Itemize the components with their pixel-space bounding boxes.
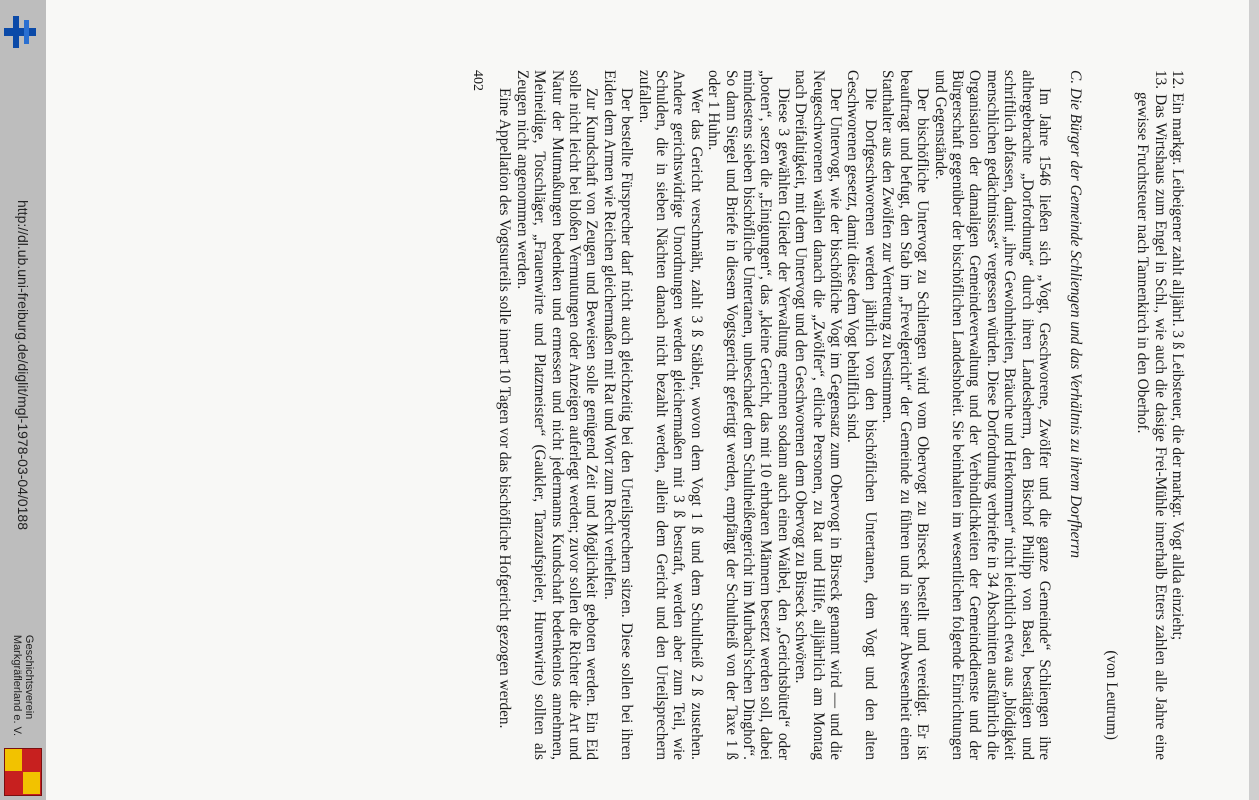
paragraph: Die Dorfgeschworenen werden jährlich von den bischöflichen Untertanen, dem Vogt und den alten Geschworenen gesetzt, damit diese dem Vogt behilflich sind. [844,70,879,760]
list-item-12: 12. Ein markgr. Leibeigener zahlt alljährl. 3 ß Leibsteuer, die der markgr. Vogt allda einzieht; [1169,70,1186,641]
section-heading: C. Die Bürger der Gemeinde Schliengen und das Verhältnis zu ihrem Dorfherrn [1067,70,1085,559]
paragraph: Wer das Gericht verschmäht, zahlt 3 ß Stäbler, wovon dem Vogt 1 ß und dem Schultheiß 2 ß zustehen. Andere gerichtswidrige Unordnungen werden gleichermaßen mit 3 ß bestraft, werden aber zum Teil, wie Schulden, die in sieben Nächten danach nicht bezahlt werden, allein dem Gericht und den Urteilsprechern zufallen. [635,70,705,760]
paragraph: Der bischöfliche Untervogt zu Schliengen wird vom Obervogt zu Birseck bestellt und vereidigt. Er ist beauftragt und befugt, den Stab im „Frevelgericht“ der Gemeinde zu führen und in seiner Abwesenheit einen Statthalter aus den Zwölfen zur Vertretung zu bestimmen. [879,70,932,760]
page-number: 402 [469,70,485,91]
paragraph: Der bestellte Fürsprecher darf nicht auch gleichzeitig bei den Urteilsprechern sitzen. Diese sollen bei ihren Eiden dem Armen wie Reichen gleichermaßen mit Rat und Wort zum Recht verhelfen. [600,70,636,760]
society-crest-icon [4,748,42,796]
left-sidebar [0,0,46,800]
paragraph: Im Jahre 1546 ließen sich „Vogt, Geschworene, Zwölfer und die ganze Gemeinde“ Schliengen ihre althergebrachte „Dorfordnung“ durch ihren Landesherrn, den Bischof Philipp von Basel, bestätigen und schriftlich abfassen, damit „ihre Gewohnheiten, Bräuche und Herkommen“ nicht leichtlich etwa aus „blödigkeit menschlichen gedächtnisses“ vergessen würden. Diese Dorfordnung verbriefte in 34 Abschnitten ausführlich die Organisation der damaligen Gemeindeverwaltung und der Verbindlichkeiten der Gemeindedienste und der Bürgerschaft gegenüber der bischöflichen Landeshoheit. Sie beinhalten im wesentlichen folgende Einrichtungen und Gegenstände. [931,70,1053,760]
signature: (von Leutrum) [1102,650,1120,740]
paragraph: Diese 3 gewählten Glieder der Verwaltung ernennen sodann auch einen Waibel, den „Gerichtsbüttel“ oder „boten“, setzen die „Einigungen“, das „kleine Gericht, das mit 10 ehrbaren Männern besetzt werden soll, dabei mindestens sieben bischöfliche Untertanen, unbeschadet dem Schultheißengericht im Murbach'schen Dinghof“. So dann Siegel und Briefe in diesem Vogtsgericht gefertigt werden, empfängt der Schultheiß von der Taxe 1 ß oder 1 Huhn. [705,70,792,760]
rotated-page-text [176,0,1186,800]
list-item-13: 13. Das Wirtshaus zum Engel in Schl., wie auch die dasige Frei-Mühle innerhalb Etters zahlen alle Jahre eine gewisse Fruchtsteuer nach Tannenkirch in den Oberhof. [1134,70,1169,760]
paragraph: Der Untervogt, wie der bischöfliche Vogt im Gegensatz zum Obervogt in Birseck genannt wird — und die Neugeschworenen wählen danach die „Zwölfer“, etliche Personen, zu Rat und Hilfe, alljährlich am Montag nach Dreifaltigkeit, mit dem Untervogt und den Geschworenen dem Obervogt zu Birseck schwören. [792,70,845,760]
right-scroll-strip [1249,0,1259,800]
paragraph: Zur Kundschaft von Zeugen und Beweisen solle genügend Zeit und Möglichkeit geboten werden. Ein Eid solle nicht leicht bei bloßen Vermutungen oder Anzeigen auferlegt werden; zuvor sollen die Richter die Art und Natur der Mutmaßungen bedenken und ermessen und nicht jedermanns Kundschaft bedenkenlos annehmen, Meineidige, Totschläger, „Frauenwirte und Platzmeister“ (Gaukler, Tanzaufspieler, Hurenwirte) sollten als Zeugen nicht angenommen werden. [513,70,601,760]
society-label [11,635,35,736]
document-url-link[interactable]: http://dl.ub.uni-freiburg.de/diglit/mgl-1978-03-04/0188 [15,200,31,530]
paragraph: Eine Appellation des Vogtsurteils solle innert 10 Tagen vor das bischöfliche Hofgericht gezogen werden. [496,88,514,729]
document-page [46,0,1249,800]
society-line-1: Geschichtsverein [23,634,35,720]
society-line-2: Markgräflerland e. V. [11,634,23,736]
